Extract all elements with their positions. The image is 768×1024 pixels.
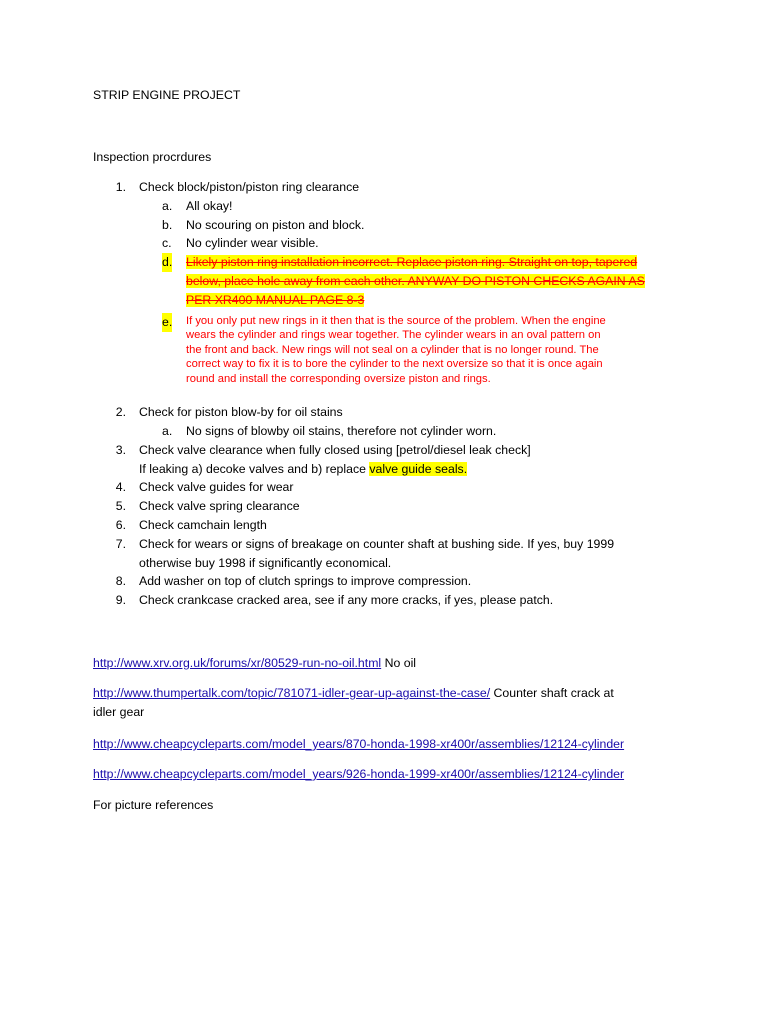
sub-list-letter: d. [162, 253, 172, 272]
note-line: round and install the corresponding oversize piston and rings. [186, 373, 491, 385]
sub-list-letter: b. [162, 218, 173, 232]
struck-text-line: Likely piston ring installation incorrect. Replace piston ring. Straight on top, tapered [186, 255, 638, 269]
footer-text: For picture references [93, 798, 214, 812]
reference-link[interactable]: http://www.thumpertalk.com/topic/781071-idler-gear-up-against-the-case/ [93, 686, 491, 700]
section-heading: Inspection procrdures [93, 150, 212, 164]
reference-link[interactable]: http://www.cheapcycleparts.com/model_years/926-honda-1999-xr400r/assemblies/12124-cylinder [93, 767, 625, 781]
list-item-text: Check valve guides for wear [139, 480, 294, 494]
sub-list-text: No signs of blowby oil stains, therefore not cylinder worn. [186, 424, 497, 438]
note-line: wears the cylinder and rings wear together. The cylinder wears in an oval pattern on [186, 329, 601, 341]
sub-list-text: No cylinder wear visible. [186, 236, 319, 250]
page-title: STRIP ENGINE PROJECT [93, 88, 241, 102]
list-number: 6. [115, 518, 126, 532]
sub-list-text: No scouring on piston and block. [186, 218, 365, 232]
reference-line [93, 735, 624, 754]
reference-note-continued: idler gear [93, 705, 145, 719]
struck-text-line: PER XR400 MANUAL PAGE 8-3 [186, 293, 365, 307]
sub-list-letter: e. [162, 313, 172, 332]
highlighted-text: valve guide seals. [369, 462, 468, 476]
list-item-text: Check crankcase cracked area, see if any more cracks, if yes, please patch. [139, 593, 554, 607]
list-number: 7. [115, 537, 126, 551]
list-item-text: If leaking a) decoke valves and b) replace [139, 462, 370, 476]
list-number: 5. [115, 499, 126, 513]
list-item-text: Check for piston blow-by for oil stains [139, 405, 343, 419]
list-item-text: Add washer on top of clutch springs to improve compression. [139, 574, 472, 588]
reference-note: No oil [381, 656, 417, 670]
reference-line [93, 654, 416, 673]
list-item-text: Check for wears or signs of breakage on counter shaft at bushing side. If yes, buy 1999 [139, 537, 615, 551]
reference-line [93, 765, 624, 784]
note-line: the front and back. New rings will not seal on a cylinder that is no longer round. The [186, 344, 599, 356]
note-line: correct way to fix it is to bore the cylinder to the next oversize so that it is once again [186, 358, 603, 370]
list-item-text: Check camchain length [139, 518, 267, 532]
list-item-text: Check valve clearance when fully closed using [petrol/diesel leak check] [139, 443, 531, 457]
sub-list-text: All okay! [186, 199, 233, 213]
list-number: 3. [115, 443, 126, 457]
reference-link[interactable]: http://www.cheapcycleparts.com/model_years/870-honda-1998-xr400r/assemblies/12124-cylinder [93, 737, 625, 751]
list-number: 4. [115, 480, 126, 494]
list-number: 8. [115, 574, 126, 588]
struck-text-line: below, place hole away from each other. ANYWAY DO PISTON CHECKS AGAIN AS [186, 274, 645, 288]
list-number: 2. [115, 405, 126, 419]
list-item-text: Check block/piston/piston ring clearance [139, 180, 360, 194]
reference-link[interactable]: http://www.xrv.org.uk/forums/xr/80529-run-no-oil.html [93, 656, 382, 670]
reference-note: Counter shaft crack at [490, 686, 614, 700]
list-item-text: otherwise buy 1998 if significantly economical. [139, 556, 392, 570]
sub-list-letter: c. [162, 236, 172, 250]
list-item-text: Check valve spring clearance [139, 499, 300, 513]
sub-list-letter: a. [162, 199, 173, 213]
note-line: If you only put new rings in it then that is the source of the problem. When the engine [186, 315, 606, 327]
list-number: 9. [115, 593, 126, 607]
sub-list-letter: a. [162, 424, 173, 438]
list-number: 1. [115, 180, 126, 194]
reference-line [93, 684, 614, 703]
